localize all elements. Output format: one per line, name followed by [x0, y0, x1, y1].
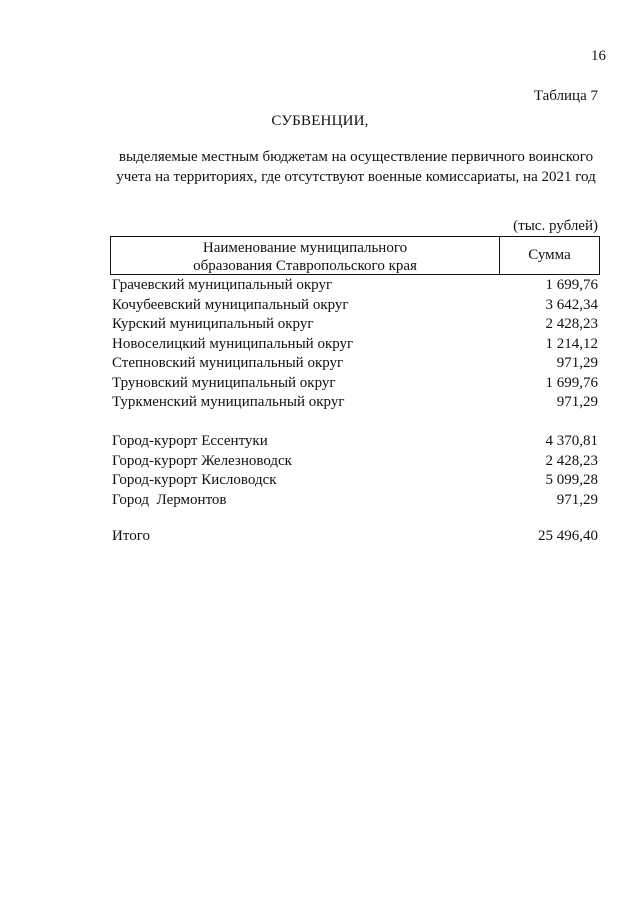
header-name-line: Наименование муниципального [202, 240, 408, 256]
total-label: Итого [112, 528, 150, 544]
row-name: Туркменский муниципальный округ [112, 394, 345, 410]
row-name: Степновский муниципальный округ [112, 355, 344, 371]
header-name-line: образования Ставропольского края [193, 258, 417, 274]
row-value: 2 428,23 [545, 452, 598, 469]
table-header [110, 236, 600, 275]
row-value: 971,29 [556, 491, 598, 508]
row-value: 5 099,28 [545, 472, 598, 488]
row-value: 971,29 [556, 355, 598, 371]
row-name: Курский муниципальный округ [112, 316, 314, 332]
table-row [112, 296, 598, 316]
document-title: СУБВЕНЦИИ, [271, 113, 369, 129]
row-value: 1 214,12 [545, 335, 598, 352]
row-name: Кочубеевский муниципальный округ [112, 296, 349, 313]
row-name: Грачевский муниципальный округ [112, 277, 333, 293]
total-row [112, 527, 598, 547]
row-value: 971,29 [556, 394, 598, 410]
row-value: 3 642,34 [545, 296, 598, 313]
row-name: Новоселицкий муниципальный округ [112, 335, 354, 352]
document-subtitle [112, 147, 600, 187]
row-value: 4 370,81 [545, 433, 598, 449]
table-row [112, 335, 598, 355]
total-value: 25 496,40 [538, 528, 598, 544]
table-row [112, 432, 598, 452]
page-number: 16 [591, 48, 606, 64]
table-row [112, 315, 598, 335]
row-value: 1 699,76 [545, 277, 598, 293]
table-row [112, 471, 598, 491]
table-row [112, 491, 598, 511]
row-name: Город-курорт Ессентуки [112, 433, 268, 449]
table-row [112, 374, 598, 394]
row-value: 1 699,76 [545, 374, 598, 391]
row-name: Труновский муниципальный округ [112, 374, 336, 391]
table-label: Таблица 7 [533, 88, 598, 104]
table-row [112, 393, 598, 413]
table-row [112, 354, 598, 374]
row-name: Город-курорт Кисловодск [112, 472, 277, 488]
table-row [112, 276, 598, 296]
units-label: (тыс. рублей) [513, 218, 598, 234]
header-name-cell [111, 237, 500, 274]
header-sum-cell: Сумма [528, 247, 571, 263]
row-name: Город Лермонтов [112, 491, 227, 508]
table-row [112, 452, 598, 472]
row-value: 2 428,23 [545, 316, 598, 332]
subtitle-line: учета на территориях, где отсутствуют военные комиссариаты, на 2021 год [116, 169, 596, 185]
subtitle-line: выделяемые местным бюджетам на осуществление первичного воинского [118, 149, 594, 165]
group-spacer [112, 413, 598, 433]
table-body [112, 276, 598, 510]
row-name: Город-курорт Железноводск [112, 452, 292, 469]
